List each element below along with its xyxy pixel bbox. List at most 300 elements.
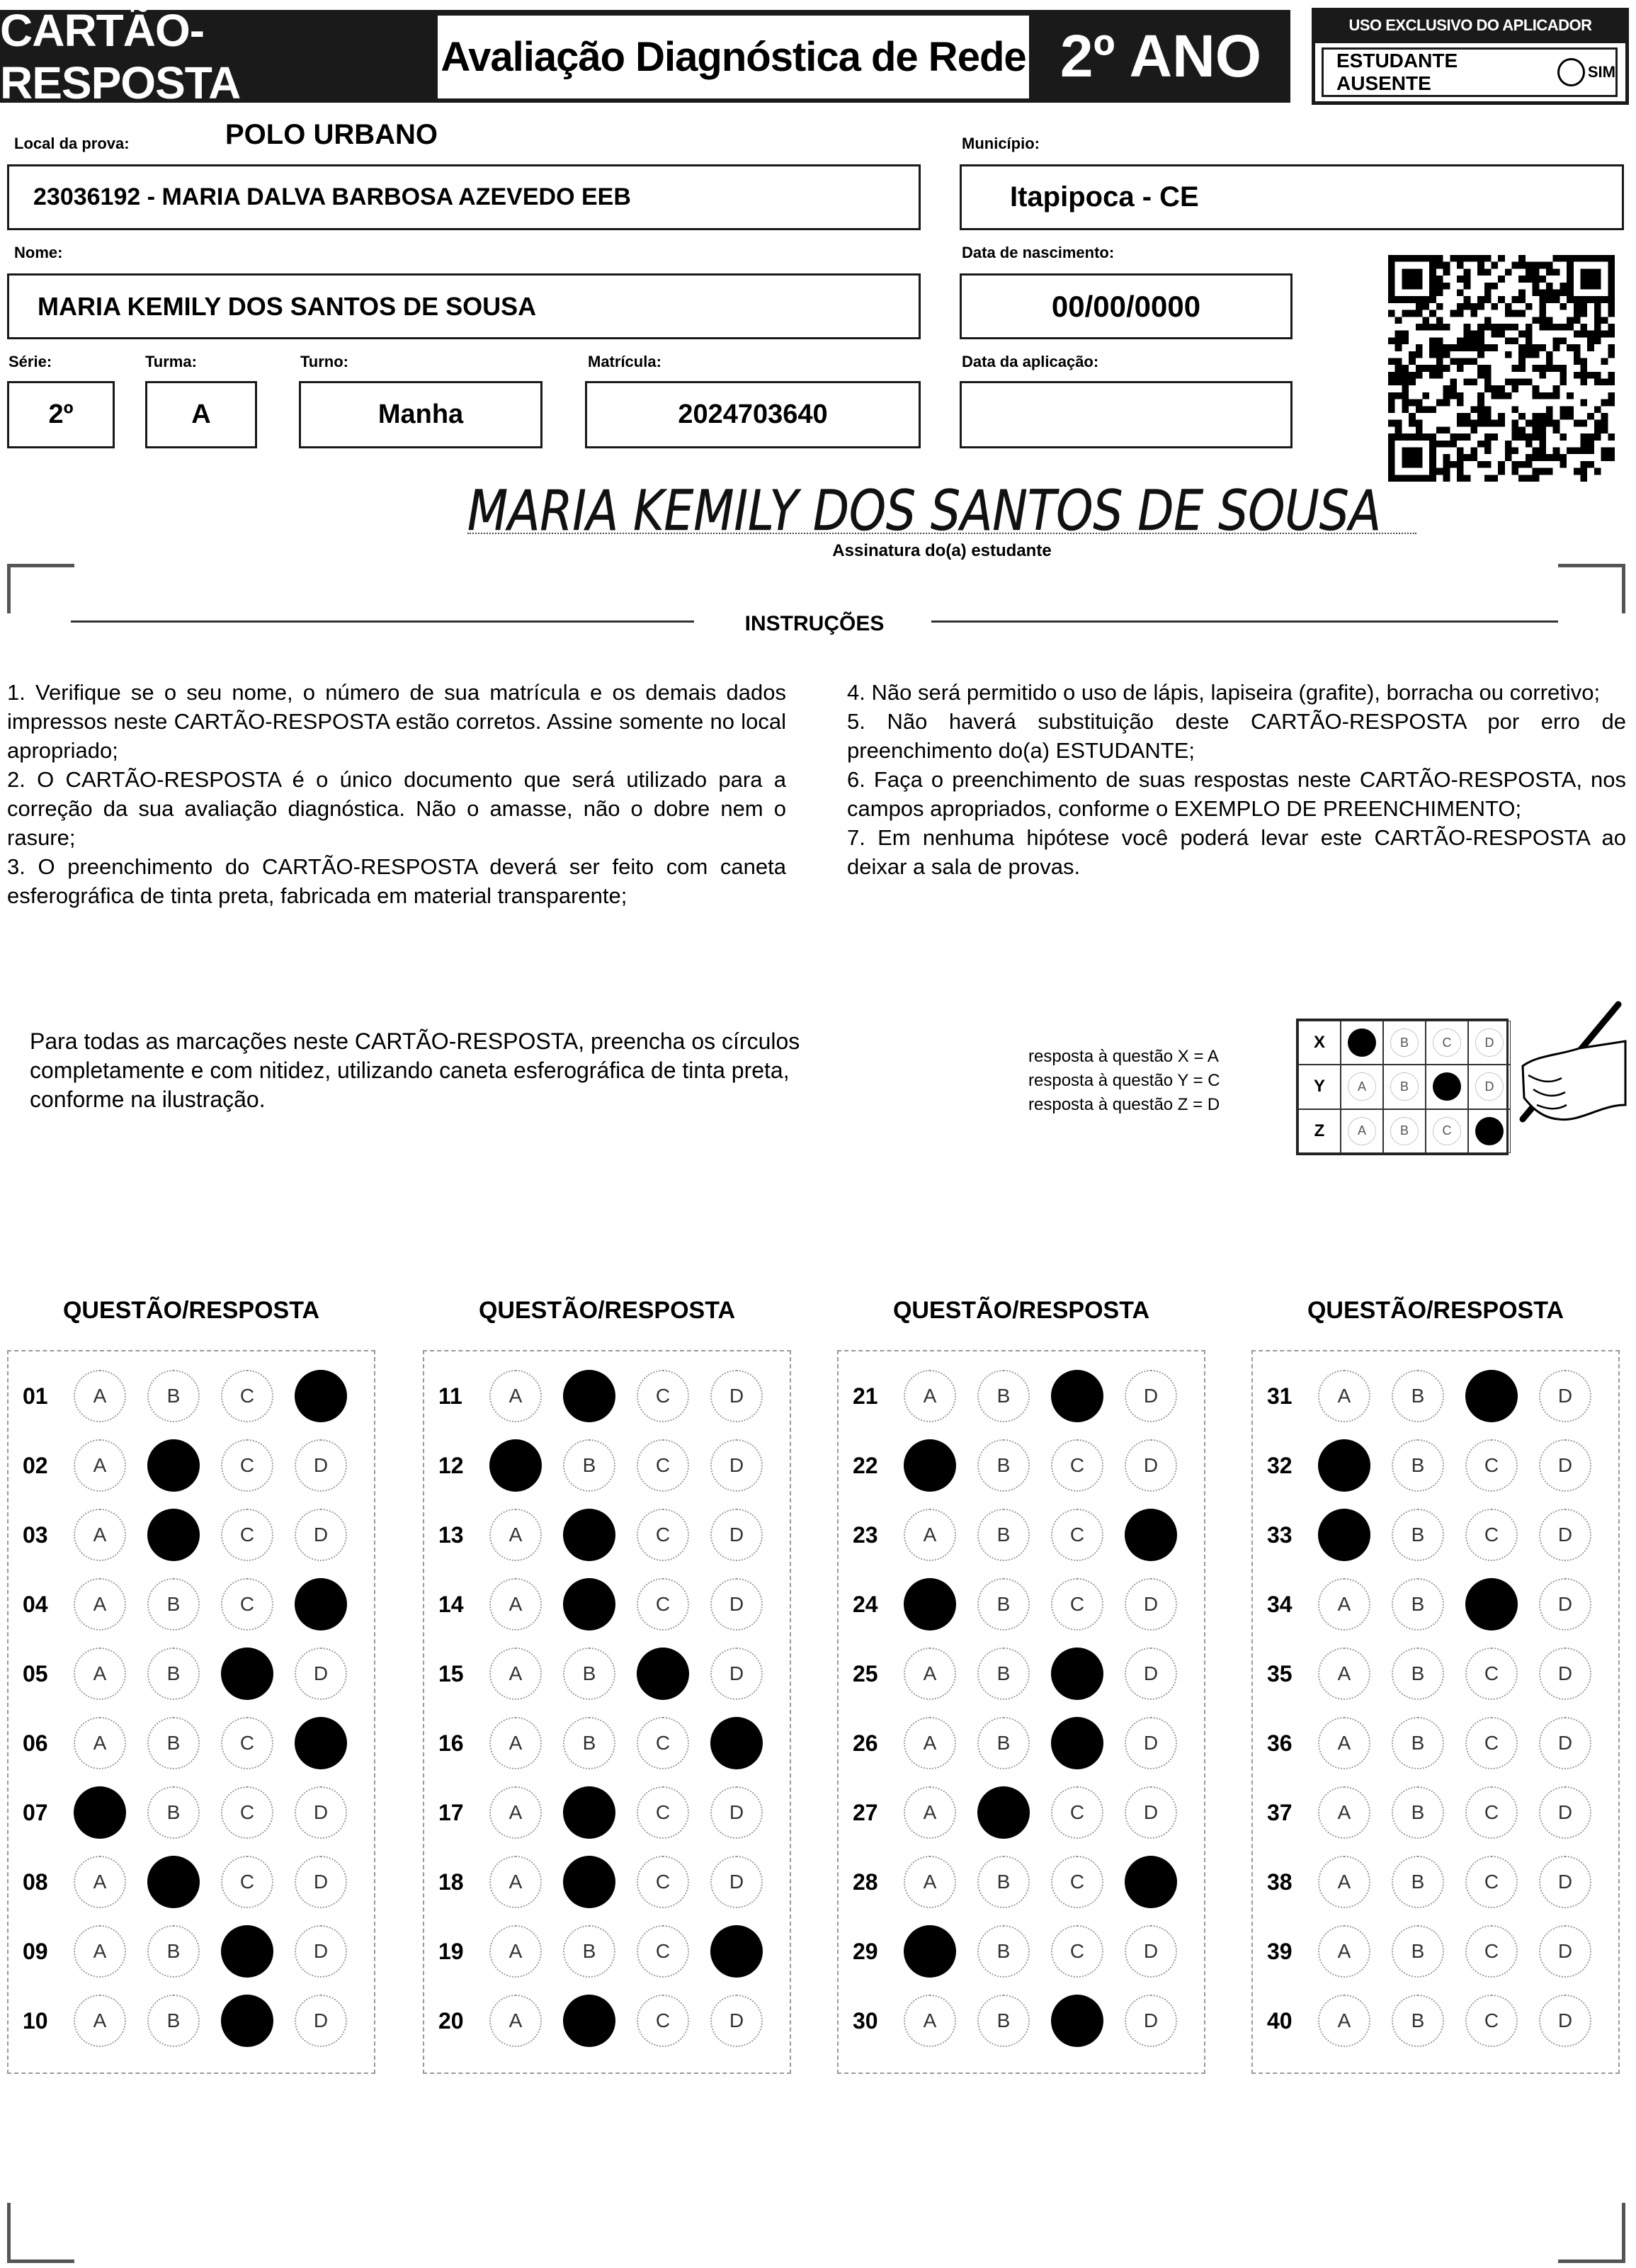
question-number: 14 xyxy=(438,1591,464,1617)
answer-bubble-b[interactable]: B xyxy=(1392,1648,1444,1700)
qr-code-icon xyxy=(1388,255,1615,482)
answer-bubble-b[interactable] xyxy=(563,1370,615,1422)
answer-bubble-d[interactable]: D xyxy=(1539,1578,1591,1631)
corner-mark-icon xyxy=(7,564,11,613)
answer-bubble-b[interactable]: B xyxy=(1392,1509,1444,1561)
answer-row xyxy=(839,1639,1204,1708)
answer-bubble-a[interactable] xyxy=(904,1439,956,1492)
answer-bubble-b[interactable]: B xyxy=(977,1925,1030,1978)
answer-column-title-3: QUESTÃO/RESPOSTA xyxy=(892,1297,1150,1324)
answer-bubble-b[interactable]: B xyxy=(977,1717,1030,1769)
answer-row xyxy=(8,1986,374,2056)
answer-bubble-b[interactable] xyxy=(563,1856,615,1908)
answer-row xyxy=(8,1847,374,1917)
answer-bubble-c[interactable]: C xyxy=(1465,1648,1518,1700)
answer-bubble-a[interactable] xyxy=(1318,1439,1370,1492)
answer-row xyxy=(8,1778,374,1847)
question-number: 38 xyxy=(1267,1869,1293,1895)
answer-bubble-b[interactable]: B xyxy=(563,1648,615,1700)
answer-bubble-d[interactable]: D xyxy=(1539,1856,1591,1908)
answer-bubble-d[interactable]: D xyxy=(295,1509,347,1561)
example-bubble-b: B xyxy=(1390,1072,1419,1101)
answer-bubble-c[interactable] xyxy=(1465,1370,1518,1422)
answer-column-2 xyxy=(423,1350,791,2074)
answer-bubble-b[interactable]: B xyxy=(147,1786,200,1839)
answer-bubble-c[interactable] xyxy=(221,1995,273,2047)
question-number: 09 xyxy=(23,1938,48,1964)
answer-bubble-b[interactable]: B xyxy=(977,1439,1030,1492)
absent-label: ESTUDANTE AUSENTE xyxy=(1336,50,1458,94)
answer-bubble-b[interactable]: B xyxy=(563,1925,615,1978)
evaluation-title: Avaliação Diagnóstica de Rede xyxy=(438,16,1029,98)
answer-bubble-b[interactable]: B xyxy=(1392,1995,1444,2047)
nome-field xyxy=(7,273,921,339)
matricula-label: Matrícula: xyxy=(588,353,661,370)
answer-bubble-c[interactable]: C xyxy=(221,1578,273,1631)
serie-label: Série: xyxy=(8,353,52,370)
question-number: 27 xyxy=(853,1799,878,1825)
question-number: 04 xyxy=(23,1591,48,1617)
polo-label: POLO URBANO xyxy=(225,119,438,150)
answer-row xyxy=(839,1708,1204,1778)
answer-bubble-c[interactable]: C xyxy=(221,1717,273,1769)
answer-bubble-a[interactable]: A xyxy=(904,1717,956,1769)
answer-bubble-a[interactable]: A xyxy=(74,1856,126,1908)
answer-bubble-a[interactable]: A xyxy=(489,1925,542,1978)
signature-label: Assinatura do(a) estudante xyxy=(832,541,1052,560)
answer-row xyxy=(8,1917,374,1986)
signature-line xyxy=(467,533,1416,534)
question-number: 39 xyxy=(1267,1938,1293,1964)
instructions-title: INSTRUÇÕES xyxy=(744,612,885,635)
example-legend-z: resposta à questão Z = D xyxy=(1028,1095,1220,1114)
answer-bubble-a[interactable]: A xyxy=(489,1509,542,1561)
answer-bubble-b[interactable]: B xyxy=(147,1717,200,1769)
answer-bubble-d[interactable]: D xyxy=(1539,1786,1591,1839)
answer-bubble-a[interactable]: A xyxy=(74,1648,126,1700)
example-bubble-a: A xyxy=(1348,1072,1376,1101)
matricula-field xyxy=(585,381,921,448)
answer-row xyxy=(839,1361,1204,1431)
answer-bubble-c[interactable]: C xyxy=(1051,1856,1103,1908)
answer-row xyxy=(839,1431,1204,1500)
corner-mark-icon xyxy=(1558,564,1625,567)
answer-bubble-d[interactable]: D xyxy=(1125,1925,1177,1978)
answer-row xyxy=(1253,1708,1618,1778)
answer-bubble-c[interactable]: C xyxy=(1465,1856,1518,1908)
question-number: 06 xyxy=(23,1730,48,1756)
answer-bubble-b[interactable] xyxy=(147,1856,200,1908)
answer-bubble-d[interactable] xyxy=(710,1925,763,1978)
answer-bubble-c[interactable]: C xyxy=(221,1509,273,1561)
serie-field xyxy=(7,381,115,448)
answer-row xyxy=(1253,1500,1618,1570)
answer-bubble-d[interactable]: D xyxy=(1125,1786,1177,1839)
answer-bubble-a[interactable]: A xyxy=(489,1786,542,1839)
example-legend-x: resposta à questão X = A xyxy=(1028,1047,1219,1066)
question-number: 37 xyxy=(1267,1799,1293,1825)
instruction-2: 2. O CARTÃO-RESPOSTA é o único documento que será utilizado para a correção da sua avaliação diagnóstica. Não o amasse, não o dobre nem o rasure; xyxy=(7,767,786,850)
answer-bubble-c[interactable]: C xyxy=(221,1856,273,1908)
answer-bubble-c[interactable]: C xyxy=(637,1786,689,1839)
answer-bubble-a[interactable]: A xyxy=(489,1995,542,2047)
card-title: CARTÃO-RESPOSTA xyxy=(0,4,241,108)
example-cell xyxy=(1426,1021,1468,1065)
answer-bubble-d[interactable]: D xyxy=(1125,1370,1177,1422)
pen-hand-icon xyxy=(1473,999,1629,1155)
answer-row xyxy=(839,1500,1204,1570)
nascimento-label: Data de nascimento: xyxy=(962,244,1115,261)
answer-bubble-a[interactable]: A xyxy=(1318,1370,1370,1422)
absent-checkbox[interactable] xyxy=(1557,58,1585,86)
question-number: 19 xyxy=(438,1938,464,1964)
answer-bubble-d[interactable]: D xyxy=(295,1856,347,1908)
answer-row xyxy=(8,1570,374,1639)
answer-bubble-b[interactable] xyxy=(977,1786,1030,1839)
answer-bubble-c[interactable]: C xyxy=(637,1995,689,2047)
answer-bubble-b[interactable]: B xyxy=(147,1648,200,1700)
question-number: 35 xyxy=(1267,1660,1293,1686)
instruction-5: 5. Não haverá substituição deste CARTÃO-RESPOSTA por erro de preenchimento do(a) ESTUDANTE; xyxy=(847,709,1626,763)
answer-row xyxy=(1253,1847,1618,1917)
answer-bubble-b[interactable] xyxy=(563,1995,615,2047)
answer-bubble-d[interactable]: D xyxy=(295,1925,347,1978)
answer-bubble-a[interactable] xyxy=(904,1925,956,1978)
student-signature xyxy=(467,475,1402,543)
answer-bubble-b[interactable] xyxy=(147,1509,200,1561)
answer-row xyxy=(839,1986,1204,2056)
answer-row xyxy=(424,1917,790,1986)
nascimento-field xyxy=(960,273,1293,339)
instructions-right xyxy=(847,678,1626,881)
example-bubble-d: D xyxy=(1475,1028,1504,1057)
answer-bubble-c[interactable]: C xyxy=(1051,1925,1103,1978)
instructions-left xyxy=(7,678,786,910)
answer-bubble-c[interactable]: C xyxy=(1465,1509,1518,1561)
question-number: 34 xyxy=(1267,1591,1293,1617)
answer-column-4 xyxy=(1251,1350,1620,2074)
example-row-label: Y xyxy=(1298,1065,1341,1109)
answer-bubble-b[interactable]: B xyxy=(563,1717,615,1769)
example-bubble-c xyxy=(1433,1072,1461,1101)
answer-column-title-2: QUESTÃO/RESPOSTA xyxy=(478,1297,736,1324)
answer-column-title-1: QUESTÃO/RESPOSTA xyxy=(62,1297,320,1324)
question-number: 10 xyxy=(23,2007,48,2034)
answer-bubble-b[interactable]: B xyxy=(147,1578,200,1631)
question-number: 08 xyxy=(23,1869,48,1895)
answer-bubble-b[interactable]: B xyxy=(1392,1439,1444,1492)
local-field xyxy=(7,164,921,230)
question-number: 32 xyxy=(1267,1452,1293,1478)
answer-row xyxy=(424,1778,790,1847)
question-number: 20 xyxy=(438,2007,464,2034)
answer-bubble-b[interactable]: B xyxy=(147,1995,200,2047)
answer-bubble-c[interactable]: C xyxy=(1465,1717,1518,1769)
absent-field xyxy=(1322,47,1618,97)
answer-bubble-c[interactable] xyxy=(221,1648,273,1700)
nome-value: MARIA KEMILY DOS SANTOS DE SOUSA xyxy=(38,291,537,321)
answer-bubble-c[interactable]: C xyxy=(1051,1786,1103,1839)
question-number: 23 xyxy=(853,1521,878,1548)
answer-bubble-c[interactable] xyxy=(637,1648,689,1700)
answer-bubble-a[interactable] xyxy=(904,1578,956,1631)
aplicacao-label: Data da aplicação: xyxy=(962,353,1099,370)
answer-bubble-c[interactable]: C xyxy=(637,1370,689,1422)
answer-bubble-a[interactable] xyxy=(1318,1509,1370,1561)
answer-bubble-a[interactable]: A xyxy=(904,1648,956,1700)
answer-row xyxy=(424,1361,790,1431)
answer-bubble-d[interactable] xyxy=(1125,1509,1177,1561)
answer-row xyxy=(424,1708,790,1778)
answer-row xyxy=(1253,1986,1618,2056)
answer-bubble-b[interactable]: B xyxy=(147,1925,200,1978)
answer-bubble-a[interactable]: A xyxy=(1318,1648,1370,1700)
question-number: 05 xyxy=(23,1660,48,1686)
answer-bubble-a[interactable]: A xyxy=(74,1509,126,1561)
answer-row xyxy=(839,1917,1204,1986)
answer-bubble-d[interactable]: D xyxy=(1539,1509,1591,1561)
answer-column-title-4: QUESTÃO/RESPOSTA xyxy=(1307,1297,1564,1324)
answer-bubble-c[interactable]: C xyxy=(1051,1439,1103,1492)
answer-bubble-c[interactable]: C xyxy=(1051,1509,1103,1561)
question-number: 18 xyxy=(438,1869,464,1895)
answer-bubble-d[interactable] xyxy=(295,1578,347,1631)
municipio-field xyxy=(960,164,1624,230)
answer-bubble-b[interactable]: B xyxy=(977,1648,1030,1700)
answer-bubble-c[interactable]: C xyxy=(1465,1439,1518,1492)
example-cell xyxy=(1383,1109,1426,1153)
instruction-4: 4. Não será permitido o uso de lápis, lapiseira (grafite), borracha ou corretivo; xyxy=(847,680,1601,705)
municipio-label: Município: xyxy=(962,135,1040,152)
answer-bubble-c[interactable]: C xyxy=(637,1439,689,1492)
answer-bubble-c[interactable]: C xyxy=(1051,1578,1103,1631)
answer-bubble-d[interactable]: D xyxy=(1539,1717,1591,1769)
answer-bubble-c[interactable] xyxy=(221,1925,273,1978)
answer-bubble-b[interactable] xyxy=(147,1439,200,1492)
question-number: 07 xyxy=(23,1799,48,1825)
answer-bubble-c[interactable] xyxy=(1465,1578,1518,1631)
answer-bubble-a[interactable]: A xyxy=(904,1856,956,1908)
answer-bubble-b[interactable]: B xyxy=(1392,1370,1444,1422)
answer-bubble-c[interactable]: C xyxy=(221,1370,273,1422)
instruction-7: 7. Em nenhuma hipótese você poderá levar este CARTÃO-RESPOSTA ao deixar a sala de provas. xyxy=(847,825,1626,879)
question-number: 17 xyxy=(438,1799,464,1825)
answer-bubble-a[interactable]: A xyxy=(489,1717,542,1769)
answer-bubble-c[interactable]: C xyxy=(1465,1786,1518,1839)
instructions-rule-right xyxy=(931,620,1558,623)
answer-bubble-d[interactable]: D xyxy=(710,1439,763,1492)
answer-bubble-c[interactable]: C xyxy=(637,1717,689,1769)
answer-bubble-b[interactable] xyxy=(563,1786,615,1839)
answer-bubble-a[interactable]: A xyxy=(74,1995,126,2047)
answer-bubble-a[interactable]: A xyxy=(1318,1578,1370,1631)
question-number: 13 xyxy=(438,1521,464,1548)
answer-bubble-b[interactable]: B xyxy=(977,1856,1030,1908)
answer-bubble-d[interactable] xyxy=(295,1717,347,1769)
question-number: 33 xyxy=(1267,1521,1293,1548)
answer-bubble-b[interactable]: B xyxy=(977,1578,1030,1631)
answer-bubble-d[interactable]: D xyxy=(1539,1925,1591,1978)
answer-bubble-c[interactable]: C xyxy=(637,1925,689,1978)
question-number: 25 xyxy=(853,1660,878,1686)
instructions-rule-left xyxy=(71,620,694,623)
example-bubble-c: C xyxy=(1433,1028,1461,1057)
question-number: 12 xyxy=(438,1452,464,1478)
answer-bubble-d[interactable]: D xyxy=(1125,1648,1177,1700)
answer-bubble-b[interactable] xyxy=(563,1509,615,1561)
answer-row xyxy=(424,1431,790,1500)
answer-bubble-d[interactable]: D xyxy=(710,1995,763,2047)
answer-bubble-d[interactable]: D xyxy=(710,1856,763,1908)
answer-bubble-d[interactable] xyxy=(710,1717,763,1769)
answer-row xyxy=(1253,1361,1618,1431)
question-number: 40 xyxy=(1267,2007,1293,2034)
answer-bubble-b[interactable]: B xyxy=(977,1370,1030,1422)
question-number: 01 xyxy=(23,1383,48,1409)
turma-field xyxy=(145,381,257,448)
example-bubble-c: C xyxy=(1433,1117,1461,1145)
local-value: 23036192 - MARIA DALVA BARBOSA AZEVEDO EEB xyxy=(33,183,631,210)
answer-bubble-a[interactable]: A xyxy=(1318,1995,1370,2047)
answer-bubble-b[interactable]: B xyxy=(1392,1717,1444,1769)
turno-field xyxy=(299,381,543,448)
answer-bubble-d[interactable]: D xyxy=(1539,1370,1591,1422)
answer-bubble-b[interactable]: B xyxy=(1392,1786,1444,1839)
answer-row xyxy=(839,1570,1204,1639)
answer-bubble-c[interactable] xyxy=(1051,1717,1103,1769)
corner-mark-icon xyxy=(7,2260,74,2263)
example-bubble-a xyxy=(1348,1028,1376,1057)
answer-bubble-a[interactable]: A xyxy=(904,1995,956,2047)
answer-bubble-a[interactable]: A xyxy=(74,1370,126,1422)
answer-bubble-d[interactable]: D xyxy=(710,1370,763,1422)
fill-example-text: Para todas as marcações neste CARTÃO-RESPOSTA, preencha os círculos completamente e com nitidez, utilizando caneta esferográfica de tinta preta, conforme na ilustração. xyxy=(30,1028,800,1112)
answer-bubble-b[interactable]: B xyxy=(147,1370,200,1422)
answer-bubble-d[interactable] xyxy=(1125,1856,1177,1908)
answer-bubble-c[interactable]: C xyxy=(221,1786,273,1839)
answer-column-1 xyxy=(7,1350,375,2074)
answer-bubble-c[interactable]: C xyxy=(1465,1925,1518,1978)
answer-bubble-d[interactable]: D xyxy=(295,1786,347,1839)
answer-bubble-a[interactable]: A xyxy=(74,1717,126,1769)
answer-bubble-c[interactable]: C xyxy=(637,1578,689,1631)
answer-bubble-c[interactable] xyxy=(1051,1995,1103,2047)
answer-bubble-d[interactable]: D xyxy=(1125,1439,1177,1492)
answer-bubble-d[interactable]: D xyxy=(1125,1995,1177,2047)
answer-bubble-a[interactable]: A xyxy=(1318,1856,1370,1908)
answer-bubble-a[interactable]: A xyxy=(1318,1925,1370,1978)
answer-bubble-a[interactable]: A xyxy=(1318,1717,1370,1769)
turma-value: A xyxy=(191,399,211,429)
answer-bubble-d[interactable]: D xyxy=(295,1439,347,1492)
answer-row xyxy=(1253,1431,1618,1500)
example-bubble-b: B xyxy=(1390,1117,1419,1145)
answer-bubble-d[interactable]: D xyxy=(1539,1995,1591,2047)
example-legend-y: resposta à questão Y = C xyxy=(1028,1071,1220,1090)
answer-row xyxy=(1253,1778,1618,1847)
answer-bubble-b[interactable]: B xyxy=(1392,1578,1444,1631)
answer-bubble-d[interactable]: D xyxy=(295,1995,347,2047)
answer-bubble-d[interactable]: D xyxy=(710,1648,763,1700)
answer-bubble-d[interactable]: D xyxy=(1125,1578,1177,1631)
answer-bubble-a[interactable]: A xyxy=(489,1578,542,1631)
answer-bubble-b[interactable]: B xyxy=(977,1509,1030,1561)
answer-bubble-a[interactable]: A xyxy=(904,1370,956,1422)
question-number: 28 xyxy=(853,1869,878,1895)
question-number: 29 xyxy=(853,1938,878,1964)
aplicacao-field xyxy=(960,381,1293,448)
example-cell xyxy=(1383,1065,1426,1109)
instruction-1: 1. Verifique se o seu nome, o número de sua matrícula e os demais dados impressos neste CARTÃO-RESPOSTA estão corretos. Assine somente no local apropriado; xyxy=(7,680,786,763)
nome-label: Nome: xyxy=(14,244,63,261)
answer-bubble-a[interactable]: A xyxy=(74,1925,126,1978)
answer-bubble-a[interactable]: A xyxy=(489,1648,542,1700)
example-cell xyxy=(1341,1021,1383,1065)
example-cell xyxy=(1383,1021,1426,1065)
answer-bubble-a[interactable] xyxy=(74,1786,126,1839)
answer-bubble-c[interactable]: C xyxy=(637,1856,689,1908)
answer-bubble-c[interactable] xyxy=(1051,1370,1103,1422)
answer-bubble-d[interactable]: D xyxy=(295,1648,347,1700)
answer-bubble-c[interactable]: C xyxy=(637,1509,689,1561)
matricula-value: 2024703640 xyxy=(678,399,828,429)
answer-bubble-a[interactable]: A xyxy=(74,1439,126,1492)
corner-mark-icon xyxy=(1622,2203,1625,2263)
question-number: 21 xyxy=(853,1383,878,1409)
answer-bubble-b[interactable] xyxy=(563,1578,615,1631)
answer-bubble-c[interactable]: C xyxy=(1465,1995,1518,2047)
answer-row xyxy=(839,1847,1204,1917)
answer-bubble-a[interactable] xyxy=(489,1439,542,1492)
answer-bubble-d[interactable]: D xyxy=(710,1578,763,1631)
answer-bubble-c[interactable] xyxy=(1051,1648,1103,1700)
answer-row xyxy=(1253,1570,1618,1639)
answer-bubble-d[interactable] xyxy=(295,1370,347,1422)
answer-bubble-b[interactable]: B xyxy=(1392,1856,1444,1908)
answer-bubble-a[interactable]: A xyxy=(489,1370,542,1422)
example-row-label: X xyxy=(1298,1021,1341,1065)
corner-mark-icon xyxy=(7,2203,11,2263)
answer-bubble-a[interactable]: A xyxy=(1318,1786,1370,1839)
answer-bubble-d[interactable]: D xyxy=(1539,1648,1591,1700)
municipio-value: Itapipoca - CE xyxy=(1010,181,1199,212)
answer-row xyxy=(1253,1639,1618,1708)
instruction-3: 3. O preenchimento do CARTÃO-RESPOSTA deverá ser feito com caneta esferográfica de tinta preta, fabricada em material transparente; xyxy=(7,854,786,908)
answer-bubble-d[interactable]: D xyxy=(1125,1717,1177,1769)
corner-mark-icon xyxy=(1622,564,1625,613)
answer-bubble-d[interactable]: D xyxy=(710,1786,763,1839)
answer-bubble-a[interactable]: A xyxy=(489,1856,542,1908)
local-label: Local da prova: xyxy=(14,135,130,152)
answer-bubble-b[interactable]: B xyxy=(977,1995,1030,2047)
example-cell xyxy=(1426,1109,1468,1153)
answer-row xyxy=(424,1570,790,1639)
answer-bubble-b[interactable]: B xyxy=(563,1439,615,1492)
corner-mark-icon xyxy=(1558,2260,1625,2263)
example-bubble-a: A xyxy=(1348,1117,1376,1145)
answer-bubble-a[interactable]: A xyxy=(904,1509,956,1561)
question-number: 36 xyxy=(1267,1730,1293,1756)
answer-bubble-c[interactable]: C xyxy=(221,1439,273,1492)
serie-value: 2º xyxy=(48,399,74,429)
example-cell xyxy=(1341,1065,1383,1109)
answer-bubble-a[interactable]: A xyxy=(904,1786,956,1839)
question-number: 16 xyxy=(438,1730,464,1756)
answer-bubble-d[interactable]: D xyxy=(1539,1439,1591,1492)
answer-bubble-d[interactable]: D xyxy=(710,1509,763,1561)
answer-bubble-b[interactable]: B xyxy=(1392,1925,1444,1978)
answer-bubble-a[interactable]: A xyxy=(74,1578,126,1631)
